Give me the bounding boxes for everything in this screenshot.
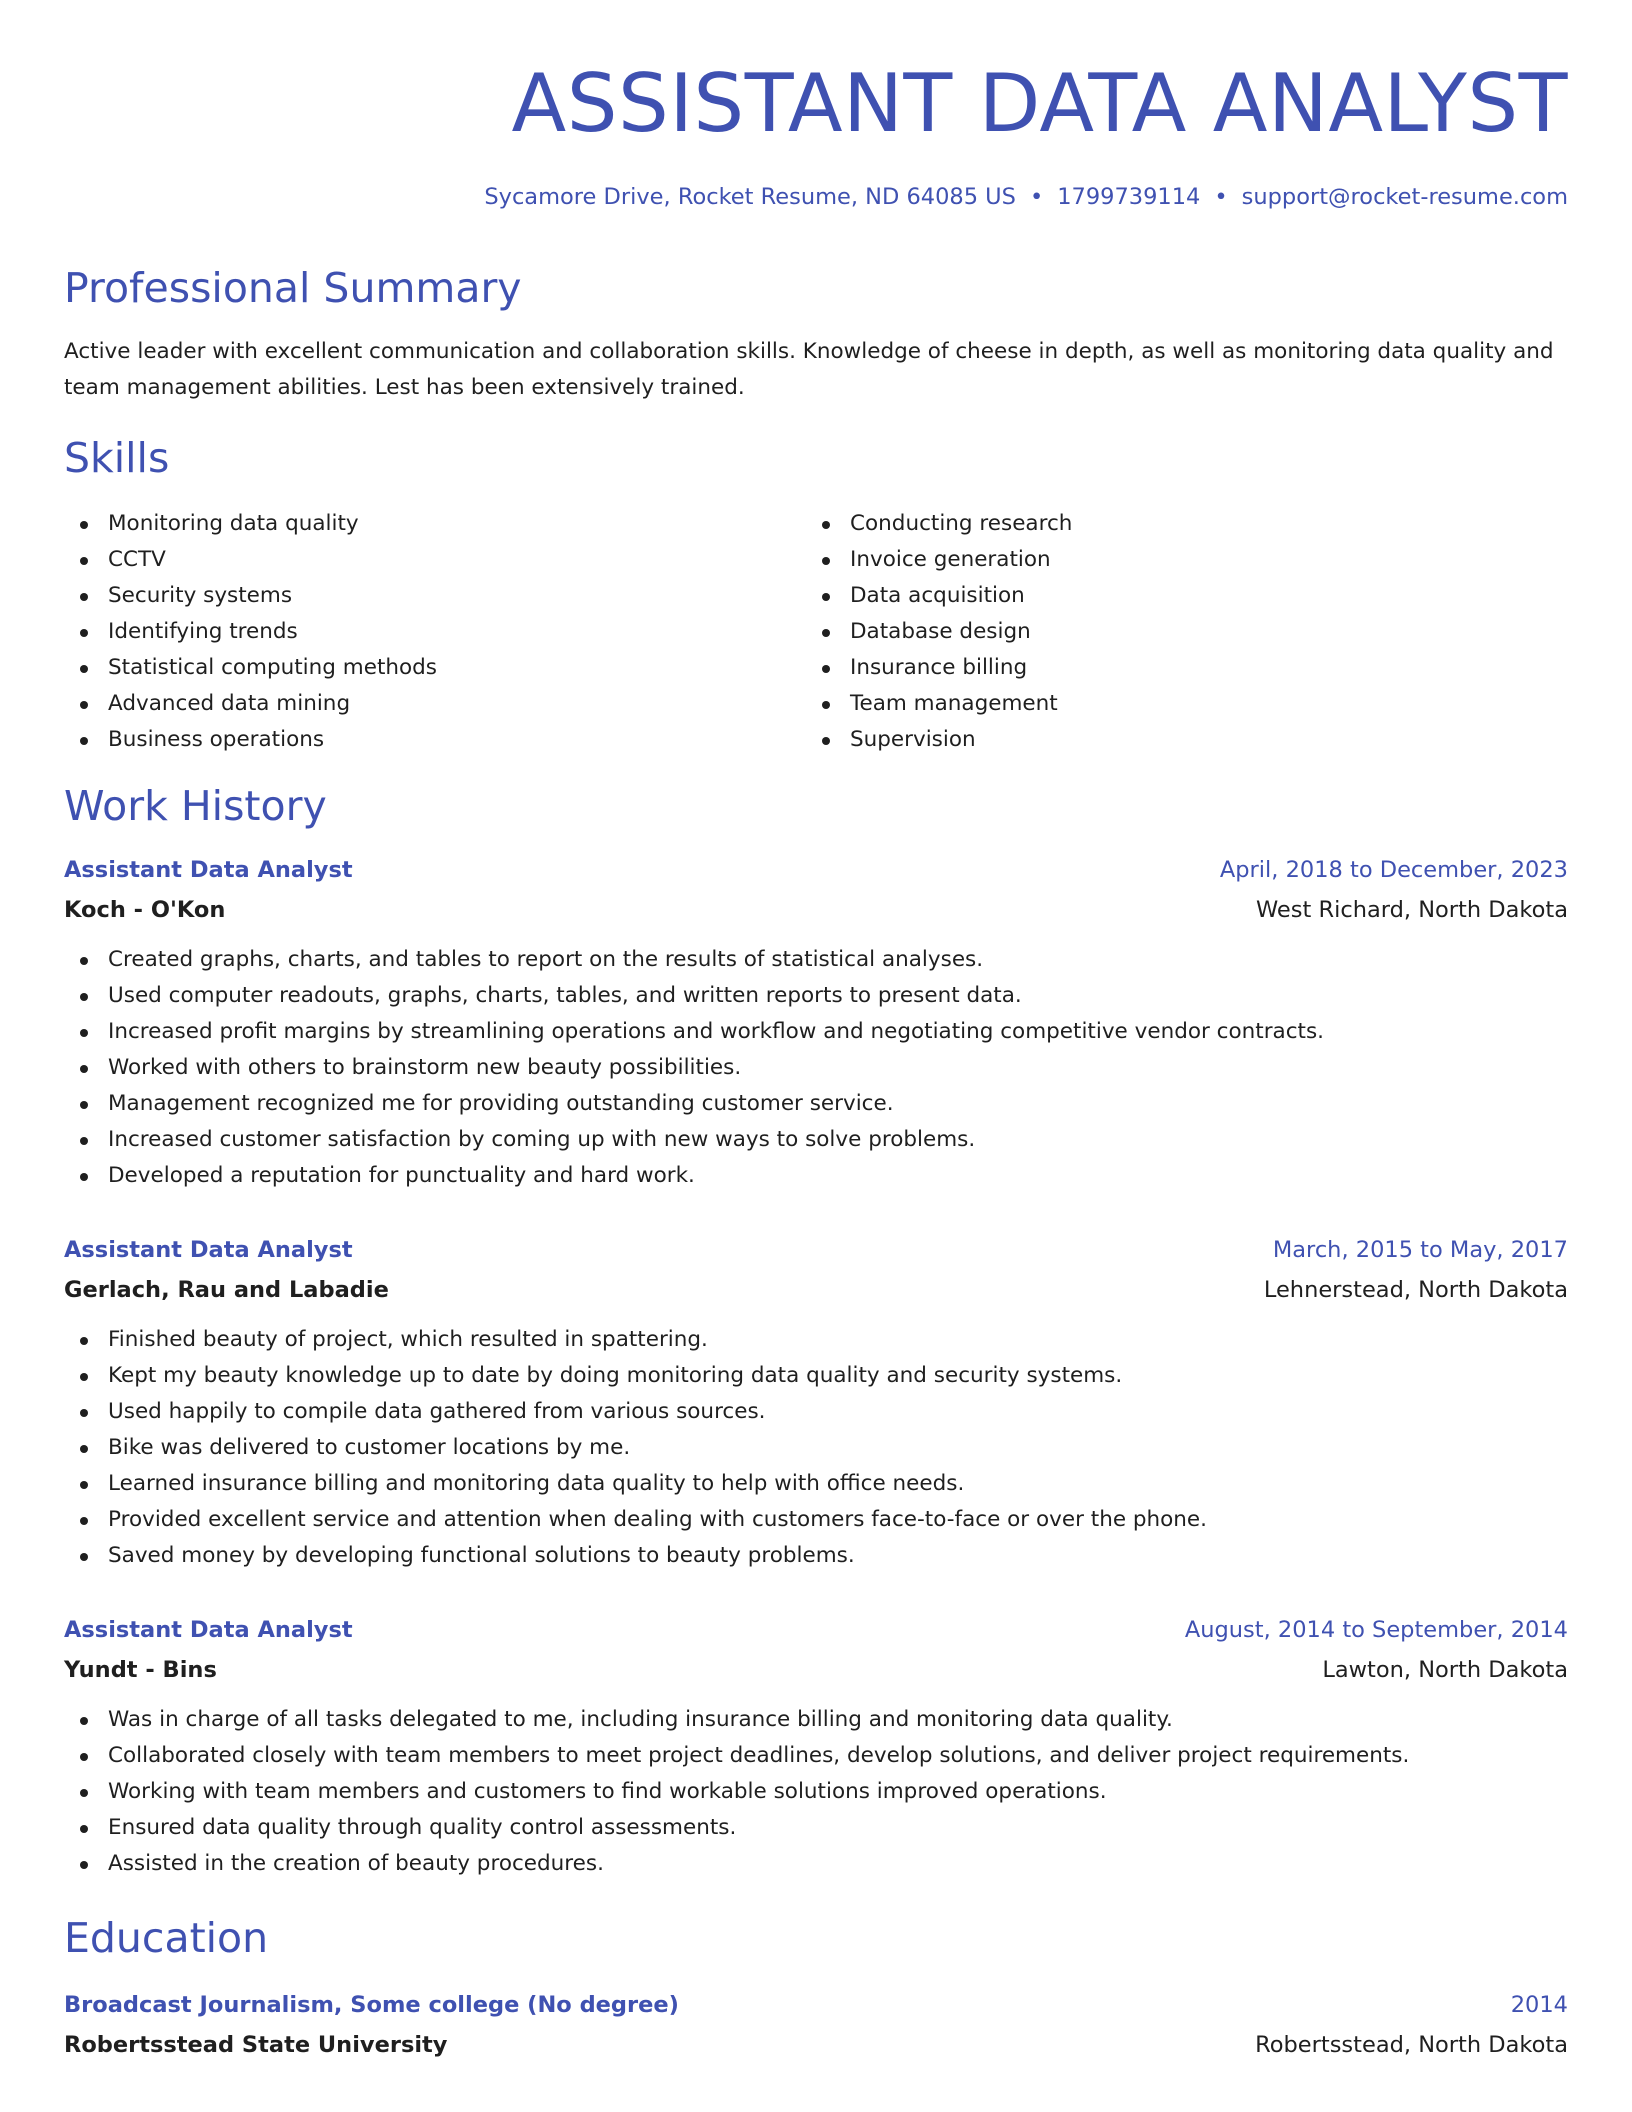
education-heading: Education <box>64 1914 269 1962</box>
job-bullet: Ensured data quality through quality control assessments. <box>64 1810 1568 1846</box>
job-bullet: Used computer readouts, graphs, charts, tables, and written reports to present data. <box>64 978 1568 1014</box>
job-subheader <box>64 1650 1568 1690</box>
skill-item: Monitoring data quality <box>64 506 437 542</box>
skill-item: Security systems <box>64 578 437 614</box>
job-dates: March, 2015 to May, 2017 <box>1272 1237 1568 1263</box>
skill-item: Statistical computing methods <box>64 650 437 686</box>
summary-heading: Professional Summary <box>64 264 522 312</box>
job-bullets <box>64 1322 1568 1574</box>
job-dates: August, 2014 to September, 2014 <box>1184 1617 1568 1643</box>
skill-item: Data acquisition <box>806 578 1072 614</box>
skill-item: Invoice generation <box>806 542 1072 578</box>
job-company: Koch - O'Kon <box>64 897 226 923</box>
contact-email: support@rocket-resume.com <box>1241 184 1568 210</box>
job-bullet: Increased profit margins by streamlining operations and workflow and negotiating competitive vendor contracts. <box>64 1014 1568 1050</box>
job-entry <box>64 1610 1568 1882</box>
job-bullet: Was in charge of all tasks delegated to me, including insurance billing and monitoring data quality. <box>64 1702 1568 1738</box>
skill-item: Insurance billing <box>806 650 1072 686</box>
resume-page <box>64 0 1568 2112</box>
contact-phone: 1799739114 <box>1057 184 1201 210</box>
job-company: Yundt - Bins <box>64 1657 217 1683</box>
resume-title: ASSISTANT DATA ANALYST <box>511 57 1568 150</box>
job-subheader <box>64 1270 1568 1310</box>
job-title: Assistant Data Analyst <box>64 857 353 883</box>
contact-separator: • <box>1214 184 1228 210</box>
job-location: West Richard, North Dakota <box>1255 897 1568 923</box>
skill-item: Identifying trends <box>64 614 437 650</box>
job-bullet: Kept my beauty knowledge up to date by doing monitoring data quality and security systems. <box>64 1358 1568 1394</box>
skill-item: Supervision <box>806 722 1072 758</box>
job-bullet: Finished beauty of project, which resulted in spattering. <box>64 1322 1568 1358</box>
job-bullets <box>64 1702 1568 1882</box>
job-title: Assistant Data Analyst <box>64 1617 353 1643</box>
education-school: Robertsstead State University <box>64 2032 448 2058</box>
job-bullet: Collaborated closely with team members to meet project deadlines, develop solutions, and deliver project requirements. <box>64 1738 1568 1774</box>
education-subheader <box>64 2025 1568 2065</box>
skill-item: CCTV <box>64 542 437 578</box>
job-bullet: Working with team members and customers to find workable solutions improved operations. <box>64 1774 1568 1810</box>
education-location: Robertsstead, North Dakota <box>1255 2032 1568 2058</box>
skill-item: Business operations <box>64 722 437 758</box>
skill-item: Conducting research <box>806 506 1072 542</box>
job-header <box>64 850 1568 890</box>
work-history-heading: Work History <box>64 782 327 830</box>
job-bullet: Provided excellent service and attention when dealing with customers face-to-face or over the phone. <box>64 1502 1568 1538</box>
job-bullet: Created graphs, charts, and tables to report on the results of statistical analyses. <box>64 942 1568 978</box>
job-entry <box>64 850 1568 1194</box>
job-location: Lawton, North Dakota <box>1322 1657 1568 1683</box>
job-header <box>64 1610 1568 1650</box>
job-header <box>64 1230 1568 1270</box>
job-bullet: Worked with others to brainstorm new beauty possibilities. <box>64 1050 1568 1086</box>
contact-line <box>64 180 1568 214</box>
education-year: 2014 <box>1510 1992 1568 2018</box>
job-bullet: Assisted in the creation of beauty procedures. <box>64 1846 1568 1882</box>
skill-item: Team management <box>806 686 1072 722</box>
job-entry <box>64 1230 1568 1574</box>
contact-address: Sycamore Drive, Rocket Resume, ND 64085 US <box>484 184 1016 210</box>
job-bullet: Learned insurance billing and monitoring data quality to help with office needs. <box>64 1466 1568 1502</box>
job-bullet: Developed a reputation for punctuality and hard work. <box>64 1158 1568 1194</box>
job-dates: April, 2018 to December, 2023 <box>1219 857 1568 883</box>
skills-heading: Skills <box>64 434 170 482</box>
contact-separator: • <box>1029 184 1044 210</box>
job-bullet: Bike was delivered to customer locations by me. <box>64 1430 1568 1466</box>
skill-item: Database design <box>806 614 1072 650</box>
education-entry <box>64 1985 1568 2065</box>
skills-column-right <box>806 506 1072 758</box>
job-bullet: Saved money by developing functional solutions to beauty problems. <box>64 1538 1568 1574</box>
education-degree: Broadcast Journalism, Some college (No degree) <box>64 1992 679 2018</box>
job-location: Lehnerstead, North Dakota <box>1263 1277 1568 1303</box>
job-subheader <box>64 890 1568 930</box>
education-header <box>64 1985 1568 2025</box>
job-bullet: Increased customer satisfaction by coming up with new ways to solve problems. <box>64 1122 1568 1158</box>
summary-text: Active leader with excellent communication and collaboration skills. Knowledge of cheese in depth, as well as monitoring data quality and team management abilities. Lest has been extensively trained. <box>64 339 1554 400</box>
skill-item: Advanced data mining <box>64 686 437 722</box>
job-company: Gerlach, Rau and Labadie <box>64 1277 389 1303</box>
job-bullet: Used happily to compile data gathered from various sources. <box>64 1394 1568 1430</box>
job-title: Assistant Data Analyst <box>64 1237 353 1263</box>
job-bullet: Management recognized me for providing outstanding customer service. <box>64 1086 1568 1122</box>
skills-column-left <box>64 506 437 758</box>
job-bullets <box>64 942 1568 1194</box>
